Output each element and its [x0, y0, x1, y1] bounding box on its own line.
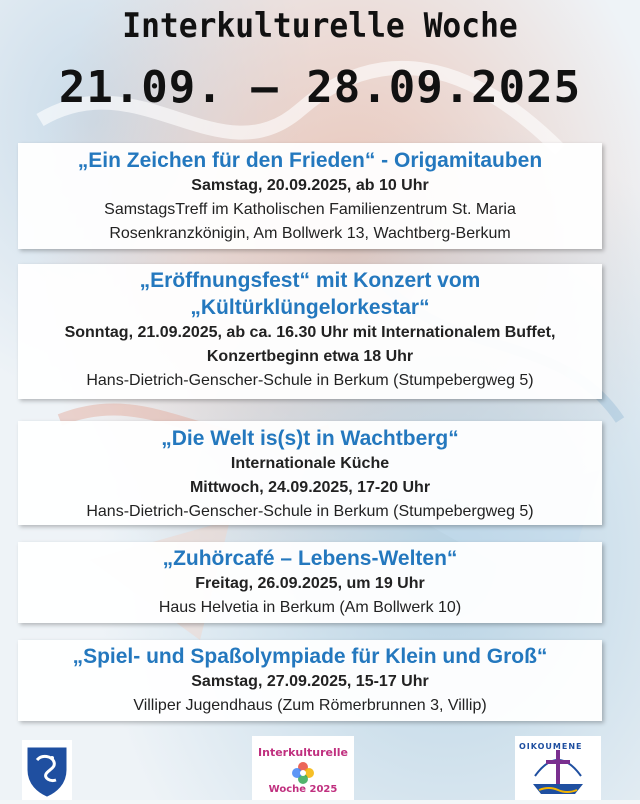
- event-date: Sonntag, 21.09.2025, ab ca. 16.30 Uhr mit Internationalem Buffet,: [64, 324, 556, 341]
- poster-header: [0, 0, 640, 140]
- oikoumene-text: OIKOUMENE: [519, 742, 583, 751]
- event-title: „Kültürklüngelorkestar“: [190, 296, 430, 319]
- event-date: Samstag, 20.09.2025, ab 10 Uhr: [191, 177, 429, 194]
- logo-text: Interkulturelle: [258, 746, 348, 759]
- event-date: Freitag, 26.09.2025, um 19 Uhr: [195, 575, 425, 592]
- event-location: Rosenkranzkönigin, Am Bollwerk 13, Wachtberg-Berkum: [109, 225, 511, 242]
- poster-title: Interkulturelle Woche: [122, 6, 518, 46]
- event-date: Samstag, 27.09.2025, 15-17 Uhr: [191, 673, 429, 690]
- interkulturelle-woche-logo: [252, 736, 354, 800]
- event-location: Villiper Jugendhaus (Zum Römerbrunnen 3, Villip): [133, 697, 487, 714]
- event-location: SamstagsTreff im Katholischen Familienzentrum St. Maria: [104, 201, 516, 218]
- oikoumene-logo: [515, 736, 601, 800]
- event-date: Internationale Küche: [230, 455, 390, 472]
- event-location: Hans-Dietrich-Genscher-Schule in Berkum (Stumpebergweg 5): [86, 372, 534, 389]
- event-title: „Spiel- und Spaßolympiade für Klein und Groß“: [72, 645, 548, 668]
- event-title: „Ein Zeichen für den Frieden“ - Origamitauben: [77, 149, 543, 172]
- event-location: Hans-Dietrich-Genscher-Schule in Berkum (Stumpebergweg 5): [86, 503, 534, 520]
- logo-text: Woche 2025: [268, 784, 338, 795]
- event-title: „Eröffnungsfest“ mit Konzert vom: [139, 269, 481, 292]
- event-card-international-food: [18, 421, 602, 525]
- event-card-games-olympics: [18, 640, 602, 721]
- wachtberg-coat-of-arms-icon: [22, 740, 72, 800]
- event-card-opening-festival: [18, 264, 602, 399]
- poster-date-range: 21.09. – 28.09.2025: [58, 62, 582, 113]
- event-card-listening-cafe: [18, 542, 602, 623]
- event-date: Konzertbeginn etwa 18 Uhr: [206, 348, 414, 365]
- event-location: Haus Helvetia in Berkum (Am Bollwerk 10): [158, 599, 462, 616]
- event-card-origami: [18, 143, 602, 249]
- event-title: „Zuhörcafé – Lebens-Welten“: [162, 547, 458, 570]
- event-title: „Die Welt is(s)t in Wachtberg“: [161, 427, 459, 450]
- rainbow-flower-icon: [291, 761, 315, 785]
- event-date: Mittwoch, 24.09.2025, 17-20 Uhr: [189, 479, 431, 496]
